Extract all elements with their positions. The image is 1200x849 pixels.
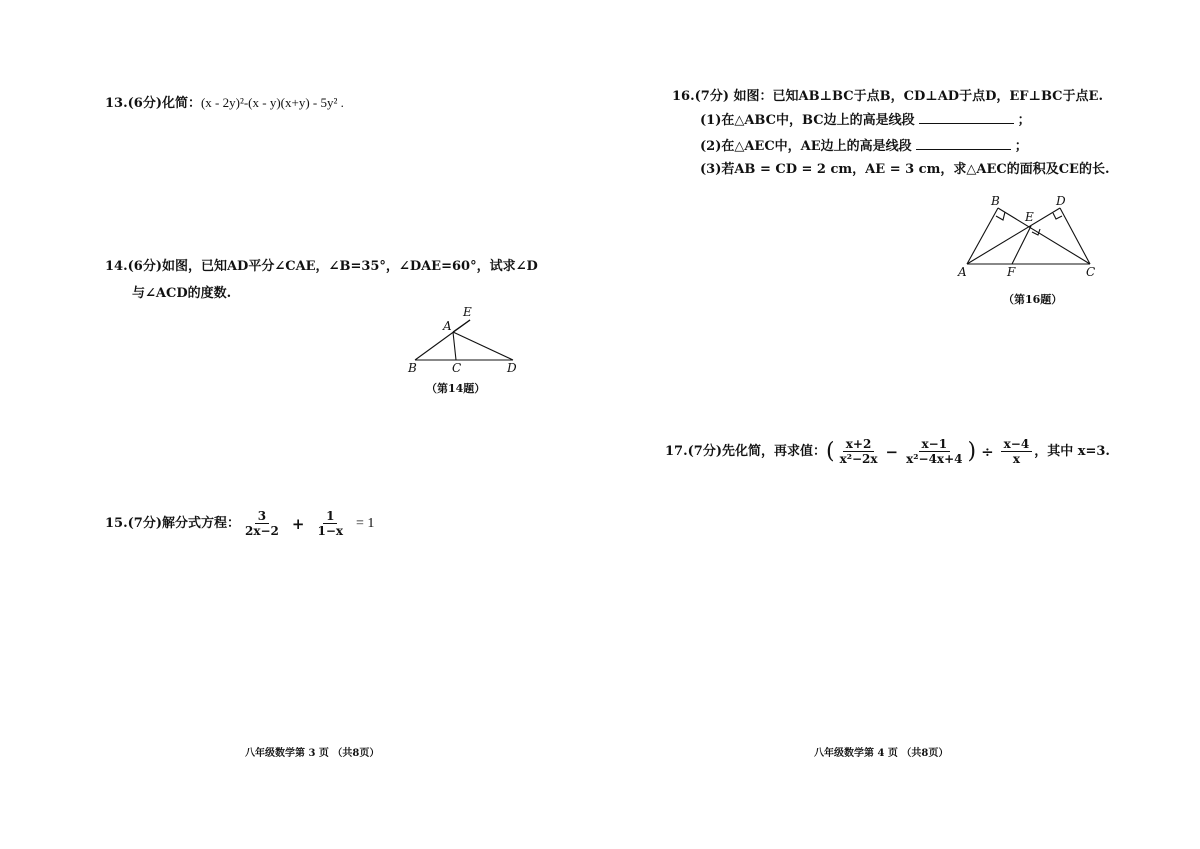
q17-frac3-denominator: x [1012, 452, 1021, 466]
right-page-footer: 八年级数学第 4 页 （共8页） [814, 748, 949, 759]
question-16-part2 [700, 136, 1028, 157]
fig16-right-angle-d [1053, 213, 1062, 219]
question-16-part1 [700, 110, 1031, 131]
fig14-label-e: E [463, 305, 472, 319]
q17-right-paren: ) [967, 438, 977, 464]
q15-fraction-1 [242, 509, 282, 538]
fig14-label-a: A [443, 319, 452, 333]
q17-frac2-numerator: x−1 [919, 437, 951, 452]
q16-part1-text: (1)在△ABC中，BC边上的高是线段 [700, 113, 915, 128]
figure-16 [952, 192, 1102, 284]
figure-14 [400, 302, 530, 376]
fig16-label-b: B [991, 194, 1000, 208]
q15-frac1-denominator: 2x−2 [244, 524, 279, 538]
q16-part2-blank [916, 136, 1011, 150]
q16-part1-end: ； [1017, 113, 1031, 128]
q17-fraction-2 [903, 437, 965, 466]
fig14-segment-ae [453, 320, 470, 332]
q15-plus-sign: + [291, 514, 305, 533]
q16-part2-text: (2)在△AEC中，AE边上的高是线段 [700, 139, 912, 154]
q15-frac2-denominator: 1−x [317, 524, 344, 538]
question-14-line1: 14.(6分)如图，已知AD平分∠CAE，∠B=35°，∠DAE=60°，试求∠D [105, 259, 538, 274]
q17-divide-sign: ÷ [981, 442, 994, 461]
question-14-line2: 与∠ACD的度数. [132, 286, 232, 301]
q15-rhs: = 1 [356, 515, 375, 531]
q16-part2-end: ； [1014, 139, 1028, 154]
fig14-label-c: C [452, 361, 462, 375]
question-15 [105, 509, 374, 538]
fig16-label-e: E [1025, 210, 1034, 224]
q15-frac1-numerator: 3 [255, 509, 269, 524]
fig16-label-a: A [958, 265, 967, 279]
q13-expression: (x - 2y)²-(x - y)(x+y) - 5y² . [200, 95, 344, 110]
fig16-right-angle-b [996, 212, 1005, 220]
q15-frac2-numerator: 1 [323, 509, 337, 524]
fig16-segment-dc [1060, 208, 1090, 264]
q17-tail: ，其中 x=3. [1034, 443, 1110, 459]
fig16-label-f: F [1007, 265, 1016, 279]
q17-fraction-3 [1001, 437, 1033, 466]
q15-fraction-2 [314, 509, 346, 538]
question-16-intro: 16.(7分) 如图：已知AB⊥BC于点B，CD⊥AD于点D，EF⊥BC于点E. [672, 89, 1103, 104]
fig14-segment-ad [453, 332, 513, 360]
fig16-segment-ab [967, 208, 998, 264]
figure-16-caption: （第16题） [1003, 293, 1063, 306]
question-13 [105, 93, 344, 114]
q17-frac2-denominator: x²−4x+4 [906, 452, 963, 466]
q17-frac1-denominator: x²−2x [839, 452, 878, 466]
left-page-footer: 八年级数学第 3 页 （共8页） [245, 748, 380, 759]
fig16-label-d: D [1056, 194, 1066, 208]
fig14-segment-ac [453, 332, 456, 360]
figure-14-caption: （第14题） [426, 382, 486, 395]
question-16-part3: (3)若AB = CD = 2 cm，AE = 3 cm，求△AEC的面积及CE的长. [700, 162, 1110, 177]
fig14-label-b: B [408, 361, 417, 375]
q17-minus-sign: − [885, 442, 899, 461]
q17-label: 17.(7分)先化简，再求值： [665, 443, 826, 459]
question-17 [665, 437, 1110, 466]
q17-fraction-1 [837, 437, 881, 466]
q16-part1-blank [919, 110, 1014, 124]
fig16-segment-bc [998, 208, 1090, 264]
q15-label: 15.(7分)解分式方程： [105, 515, 240, 531]
fig14-label-d: D [507, 361, 517, 375]
q17-frac3-numerator: x−4 [1001, 437, 1033, 452]
q17-left-paren: ( [825, 438, 835, 464]
fig16-label-c: C [1086, 265, 1096, 279]
fig16-segment-ad [967, 208, 1060, 264]
q17-frac1-numerator: x+2 [843, 437, 875, 452]
q13-label: 13.(6分)化简： [105, 96, 201, 111]
